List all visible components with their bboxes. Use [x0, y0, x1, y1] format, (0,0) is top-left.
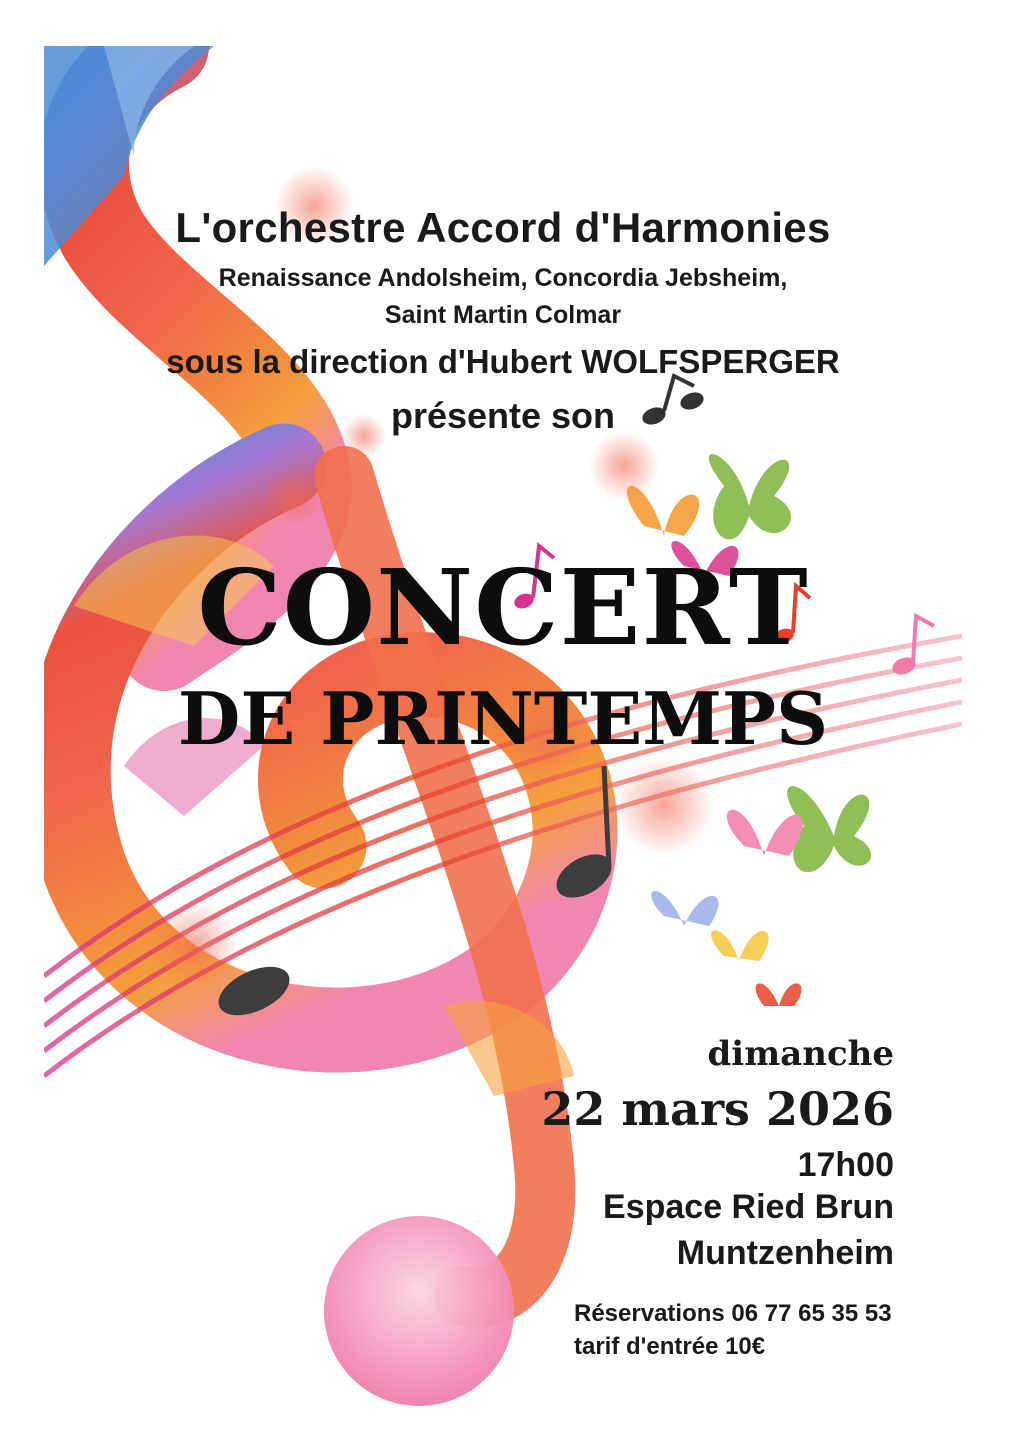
orchestra-title: L'orchestre Accord d'Harmonies — [175, 204, 831, 251]
conductor-line: sous la direction d'Hubert WOLFSPERGER — [166, 343, 840, 380]
reservation-phone: Réservations 06 77 65 35 53 — [574, 1300, 892, 1327]
event-city: Muntzenheim — [676, 1234, 894, 1272]
event-subtitle: DE PRINTEMPS — [177, 676, 829, 761]
presents-line: présente son — [390, 395, 616, 436]
entry-price: tarif d'entrée 10€ — [574, 1333, 766, 1360]
event-day: dimanche — [707, 1034, 894, 1074]
orchestra-members-line1: Renaissance Andolsheim, Concordia Jebsheim, — [218, 264, 788, 292]
concert-poster — [44, 46, 962, 1406]
event-title: CONCERT — [197, 546, 809, 669]
event-date: 22 mars 2026 — [541, 1082, 894, 1136]
event-time: 17h00 — [797, 1146, 894, 1184]
orchestra-members-line2: Saint Martin Colmar — [384, 301, 622, 329]
event-venue: Espace Ried Brun — [603, 1188, 894, 1226]
